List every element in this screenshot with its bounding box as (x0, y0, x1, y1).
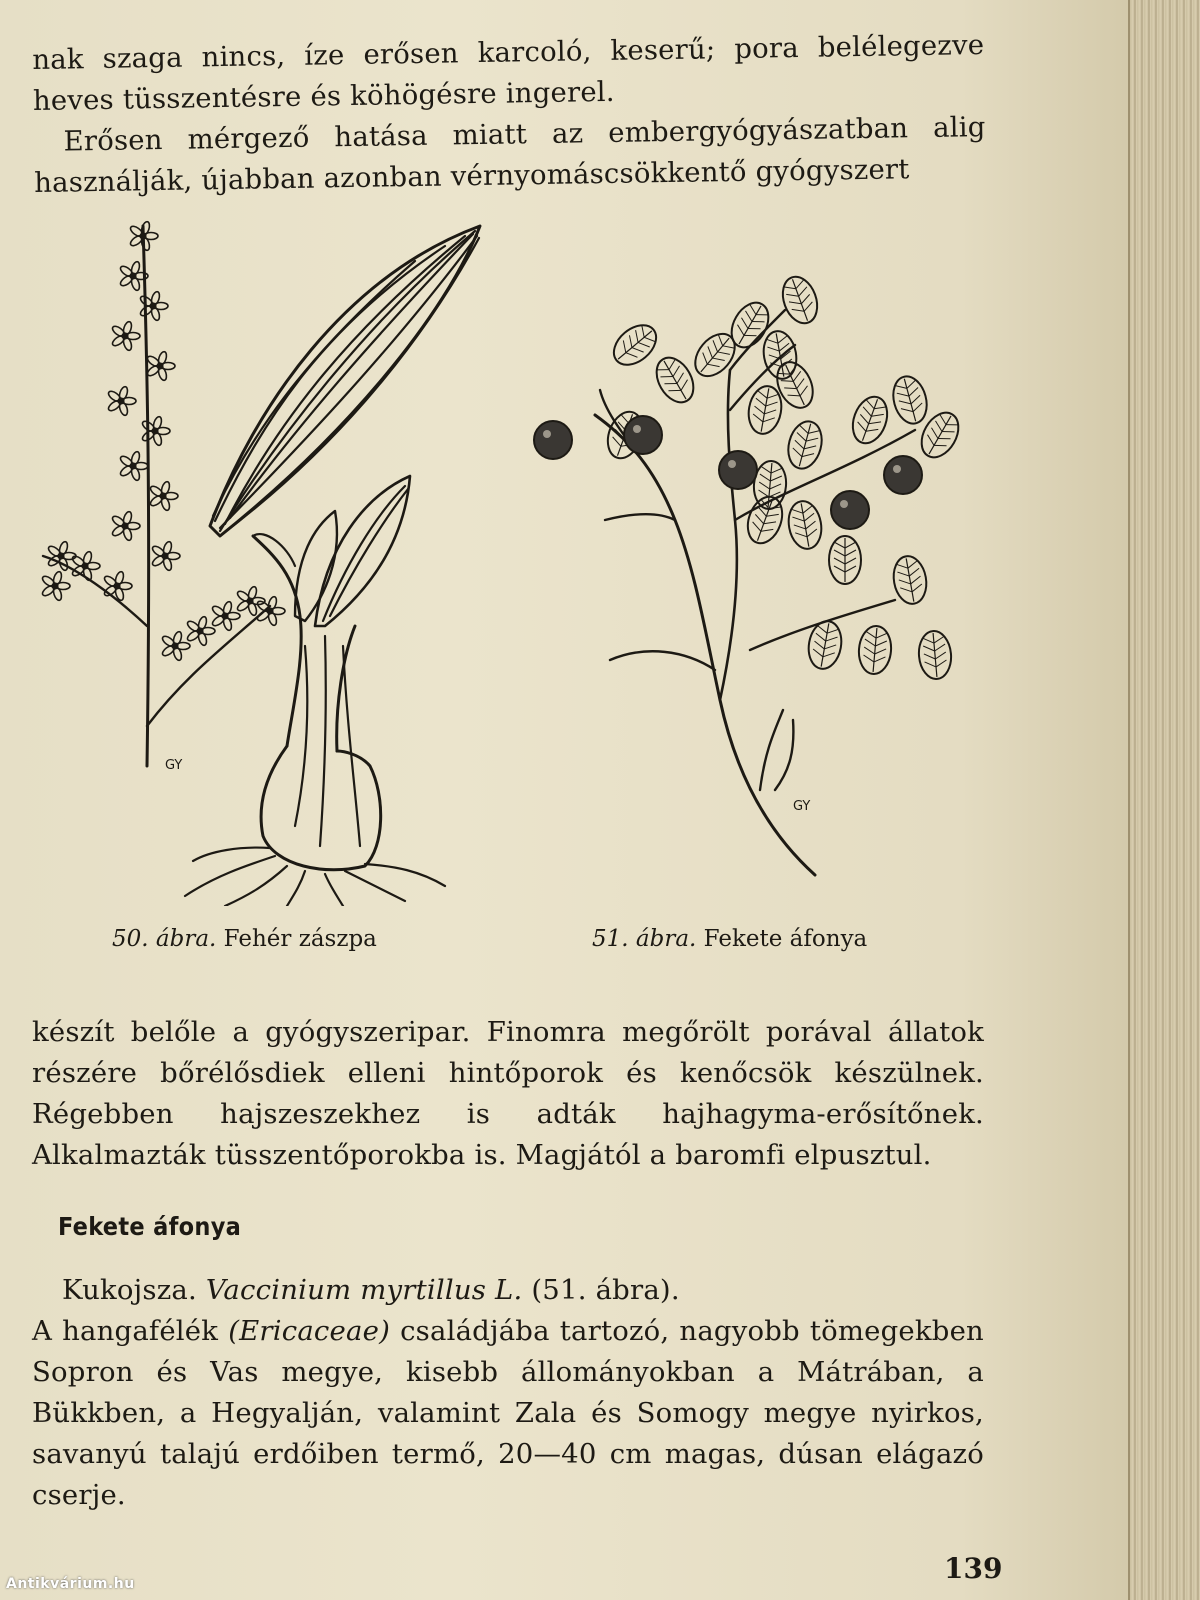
flower-sketch (41, 571, 70, 602)
leaf-sketch (888, 373, 931, 428)
paragraph-text-1: nak szaga nincs, íze erősen karcoló, keserű; pora belélegezve heves tüsszentésre és köhögésre ingerel. (32, 29, 985, 117)
description-part-2: családjába tartozó, nagyobb tömegekben Sopron és Vas megye, kisebb állományokban a Mátrában, a Bükkben, a Hegyalján, valamint Zala és Somogy megye nyirkos, savanyú talajú erdőiben termő, 20—40 cm magas, dúsan elágazó cserje. (32, 1315, 984, 1511)
leaf-sketch (914, 406, 966, 464)
berry-sketch (719, 451, 757, 489)
synonym-common: Kukojsza. (62, 1274, 197, 1306)
family-name: (Ericaceae) (228, 1315, 391, 1347)
leaf-sketch (917, 630, 953, 681)
paragraph-top (32, 25, 986, 204)
flower-sketch (139, 291, 168, 322)
figure-reference: (51. ábra). (531, 1274, 680, 1306)
berry-sketch (831, 491, 869, 529)
flower-sketch (129, 221, 158, 252)
page-number: 139 (944, 1552, 1003, 1585)
flower-sketch (161, 631, 190, 662)
leaf-sketch (777, 272, 823, 328)
paragraph-continuation: készít belőle a gyógyszeripar. Finomra megőrölt porával állatok részére bőrélősdiek elleni hintőporok és kenőcsök készülnek. Régebben hajszeszekhez is adták hajhagyma-erősítőnek. Alkalmazták tüsszentőporokba is. Magjától a baromfi elpusztul. (32, 1016, 984, 1171)
paragraph-text-2: Erősen mérgező hatása miatt az embergyógyászatban alig használják, újabban azonban vérnyomáscsökkentő gyógyszert (33, 111, 986, 199)
flower-sketch (119, 451, 148, 482)
flower-sketch (103, 571, 132, 602)
figure-50-number: 50. ábra. (112, 926, 217, 952)
leaf-sketch (847, 392, 893, 448)
leaf-sketch (829, 536, 861, 584)
leaf-sketch (857, 625, 893, 676)
flower-sketch (146, 351, 175, 382)
figure-51-bilberry (525, 270, 980, 890)
leaf-sketch (687, 326, 742, 383)
flower-sketch (151, 541, 180, 572)
berry-sketch (534, 421, 572, 459)
leaf-sketch (649, 351, 701, 409)
figure-50-white-hellebore (25, 206, 495, 906)
flower-sketch (141, 416, 170, 447)
leaf-sketch (745, 384, 785, 437)
flower-sketch (256, 596, 285, 627)
figure-51-number: 51. ábra. (592, 926, 697, 952)
flower-sketch (186, 616, 215, 647)
latin-name: Vaccinium myrtillus L. (205, 1274, 523, 1306)
leaf-sketch (890, 554, 930, 607)
figure-51-caption (592, 924, 867, 954)
illustrator-signature-50: GY (165, 758, 183, 773)
figure-51-title: Fekete áfonya (703, 926, 868, 952)
page-edge-stack (1128, 0, 1200, 1600)
description-part-1: A hangafélék (32, 1315, 219, 1347)
leaf-sketch (606, 317, 663, 372)
figure-50-title: Fehér zászpa (223, 926, 377, 952)
flower-sketch (107, 386, 136, 417)
berry-sketch (884, 456, 922, 494)
figure-50-caption (112, 924, 377, 954)
leaf-sketch (783, 418, 826, 473)
flower-sketch (111, 321, 140, 352)
flower-sketch (47, 541, 76, 572)
watermark-logo: Antikvárium.hu (6, 1576, 135, 1592)
section-heading: Fekete áfonya (58, 1212, 242, 1241)
leaf-sketch (785, 499, 825, 552)
illustrator-signature-51: GY (793, 799, 811, 814)
flower-sketch (111, 511, 140, 542)
flower-sketch (211, 601, 240, 632)
leaf-sketch (724, 296, 776, 354)
berry-sketch (624, 416, 662, 454)
flower-sketch (149, 481, 178, 512)
paragraph-species-description (32, 1270, 984, 1516)
